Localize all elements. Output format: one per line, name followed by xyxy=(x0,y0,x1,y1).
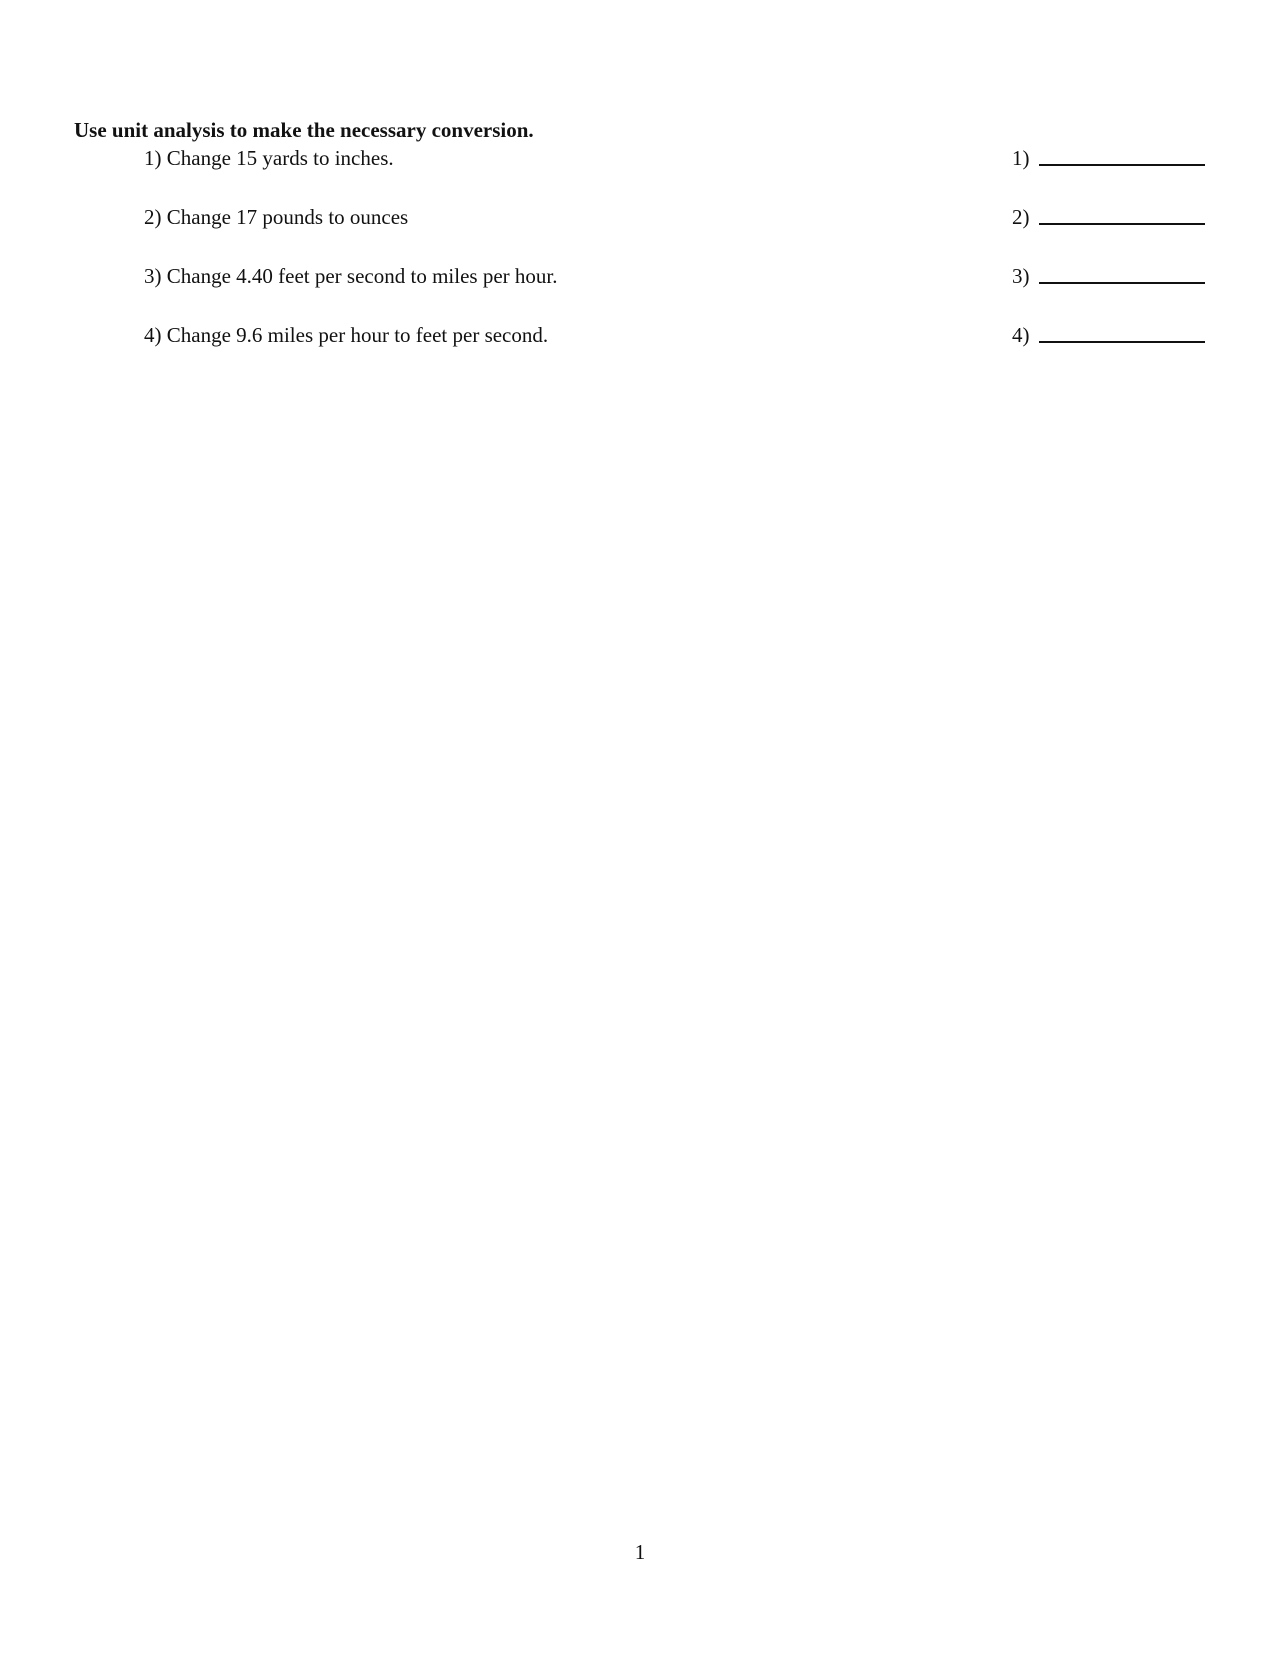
page-number: 1 xyxy=(634,1540,646,1564)
question-text: 3) Change 4.40 feet per second to miles per hour. xyxy=(144,264,558,288)
answer-blank[interactable] xyxy=(1039,223,1205,225)
answer-blank[interactable] xyxy=(1039,164,1205,166)
question-1 xyxy=(0,144,1280,174)
question-text: 4) Change 9.6 miles per hour to feet per second. xyxy=(144,323,549,347)
question-text: 2) Change 17 pounds to ounces xyxy=(144,205,409,229)
answer-blank[interactable] xyxy=(1039,341,1205,343)
answer-label: 4) xyxy=(1012,323,1030,347)
question-3 xyxy=(0,262,1280,292)
question-4 xyxy=(0,321,1280,351)
answer-label: 1) xyxy=(1012,146,1030,170)
answer-blank[interactable] xyxy=(1039,282,1205,284)
question-2 xyxy=(0,203,1280,233)
question-text: 1) Change 15 yards to inches. xyxy=(144,146,394,170)
instructions-heading: Use unit analysis to make the necessary conversion. xyxy=(74,118,534,142)
answer-label: 2) xyxy=(1012,205,1030,229)
answer-label: 3) xyxy=(1012,264,1030,288)
